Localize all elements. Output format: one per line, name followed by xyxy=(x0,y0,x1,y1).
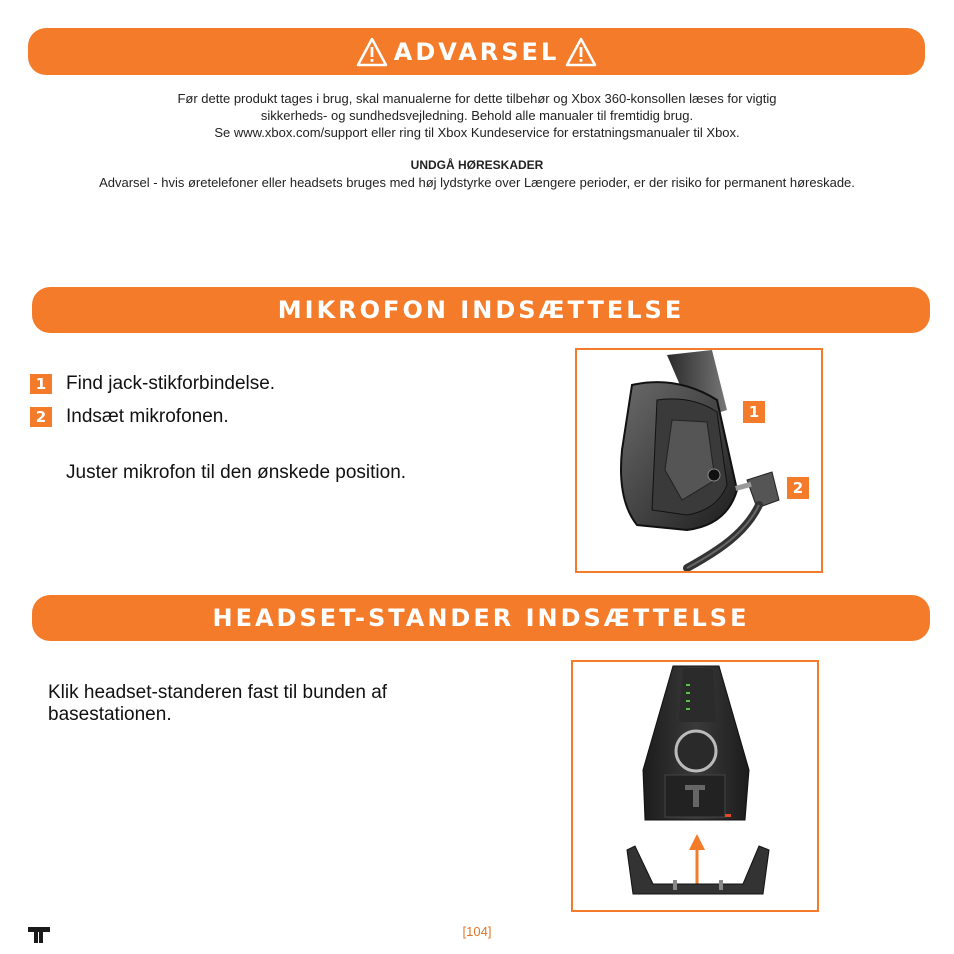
mic-note xyxy=(66,462,406,484)
warning-line-1: Før dette produkt tages i brug, skal manualerne for dette tilbehør og Xbox 360-konsollen læses for vigtig xyxy=(177,91,777,106)
warning-banner xyxy=(28,28,925,75)
mic-banner xyxy=(32,287,930,333)
hearing-text: Advarsel - hvis øretelefoner eller headsets bruges med høj lydstyrke over Længere perioder, er der risiko for permanent høreskade. xyxy=(99,175,855,190)
stand-instruction: Klik headset-standeren fast til bunden af basestationen. xyxy=(48,682,388,725)
page-number: [104] xyxy=(462,924,492,939)
hearing-heading: UNDGÅ HØRESKADER xyxy=(410,158,544,172)
mic-figure xyxy=(575,348,823,573)
figure-label-1: 1 xyxy=(743,401,765,423)
stand-figure xyxy=(571,660,819,912)
mic-note-text: Juster mikrofon til den ønskede position. xyxy=(66,462,407,483)
stand-banner xyxy=(32,595,930,641)
headset-earcup-illustration xyxy=(577,350,821,571)
mic-step-1 xyxy=(30,373,275,395)
step-text-1: Find jack-stikforbindelse. xyxy=(66,373,276,394)
warning-triangle-icon xyxy=(356,37,388,67)
step-number-1: 1 xyxy=(30,374,52,394)
step-text-2: Indsæt mikrofonen. xyxy=(66,406,229,427)
step-number-2: 2 xyxy=(30,407,52,427)
stand-title: HEADSET-STANDER INDSÆTTELSE xyxy=(212,604,750,632)
base-station-illustration xyxy=(573,662,817,910)
warning-triangle-icon xyxy=(565,37,597,67)
mic-title: MIKROFON INDSÆTTELSE xyxy=(277,296,685,324)
figure-label-2: 2 xyxy=(787,477,809,499)
mic-step-2 xyxy=(30,406,229,428)
warning-paragraph xyxy=(0,90,954,141)
warning-line-2: sikkerheds- og sundhedsvejledning. Behold alle manualer til fremtidig brug. xyxy=(260,108,694,123)
warning-line-3: Se www.xbox.com/support eller ring til Xbox Kundeservice for erstatningsmanualer til Xbox. xyxy=(214,125,740,140)
warning-title: ADVARSEL xyxy=(393,37,560,66)
hearing-warning xyxy=(0,157,954,191)
